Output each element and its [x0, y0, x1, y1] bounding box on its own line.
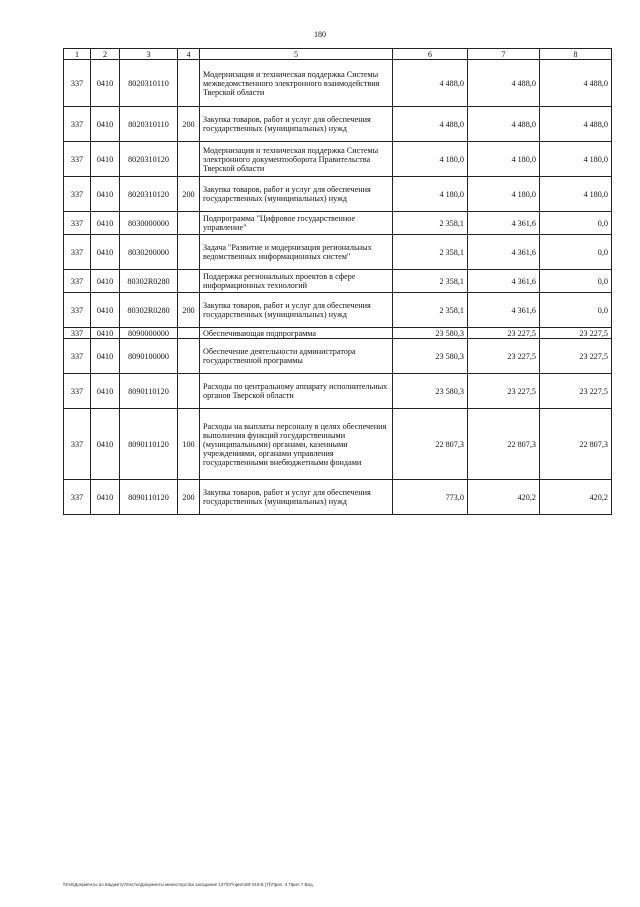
table-row — [64, 107, 612, 142]
amount-col6-cell: 22 807,3 — [393, 409, 468, 480]
expense-type-cell — [178, 212, 200, 235]
amount-col6-cell: 2 358,1 — [393, 212, 468, 235]
budget-table — [63, 48, 612, 515]
amount-col8-cell: 23 227,5 — [540, 339, 612, 374]
amount-col6-cell: 23 580,3 — [393, 328, 468, 339]
table-row — [64, 142, 612, 177]
section-code-cell: 0410 — [91, 328, 120, 339]
description-cell: Обеспечение деятельности администратора государственной программы — [200, 339, 393, 374]
amount-col7-cell: 4 361,6 — [468, 293, 540, 328]
section-code-cell: 0410 — [91, 235, 120, 270]
table-row — [64, 480, 612, 515]
target-article-cell: 8020310110 — [120, 107, 178, 142]
section-code-cell: 0410 — [91, 293, 120, 328]
column-header: 4 — [178, 49, 200, 60]
target-article-cell: 8020310110 — [120, 60, 178, 107]
amount-col7-cell: 22 807,3 — [468, 409, 540, 480]
target-article-cell: 80302R0280 — [120, 293, 178, 328]
target-article-cell: 8090000000 — [120, 328, 178, 339]
table-row — [64, 293, 612, 328]
amount-col6-cell: 4 180,0 — [393, 142, 468, 177]
expense-type-cell — [178, 60, 200, 107]
target-article-cell: 8020310120 — [120, 142, 178, 177]
amount-col8-cell: 4 180,0 — [540, 177, 612, 212]
section-code-cell: 0410 — [91, 107, 120, 142]
row-number-cell: 337 — [64, 374, 91, 409]
expense-type-cell — [178, 328, 200, 339]
column-header: 5 — [200, 49, 393, 60]
description-cell: Модернизация и техническая поддержка Системы электронного документооборота Правительства Тверской области — [200, 142, 393, 177]
amount-col7-cell: 23 227,5 — [468, 339, 540, 374]
column-header: 3 — [120, 49, 178, 60]
table-row — [64, 328, 612, 339]
row-number-cell: 337 — [64, 328, 91, 339]
row-number-cell: 337 — [64, 339, 91, 374]
amount-col8-cell: 4 180,0 — [540, 142, 612, 177]
amount-col8-cell: 4 488,0 — [540, 60, 612, 107]
column-header: 1 — [64, 49, 91, 60]
page-number: 180 — [314, 30, 326, 39]
table-row — [64, 270, 612, 293]
description-cell: Расходы по центральному аппарату исполнительных органов Тверской области — [200, 374, 393, 409]
description-cell: Задача "Развитие и модернизация региональных ведомственных информационных систем" — [200, 235, 393, 270]
expense-type-cell — [178, 270, 200, 293]
expense-type-cell — [178, 374, 200, 409]
amount-col7-cell: 4 361,6 — [468, 270, 540, 293]
section-code-cell: 0410 — [91, 60, 120, 107]
amount-col6-cell: 4 488,0 — [393, 60, 468, 107]
column-header: 7 — [468, 49, 540, 60]
column-header: 8 — [540, 49, 612, 60]
target-article-cell: 80302R0280 — [120, 270, 178, 293]
expense-type-cell: 100 — [178, 409, 200, 480]
expense-type-cell — [178, 235, 200, 270]
table-row — [64, 177, 612, 212]
table-row — [64, 212, 612, 235]
section-code-cell: 0410 — [91, 409, 120, 480]
description-cell: Поддержка региональных проектов в сфере информационных технологий — [200, 270, 393, 293]
target-article-cell: 8090100000 — [120, 339, 178, 374]
row-number-cell: 337 — [64, 177, 91, 212]
amount-col8-cell: 420,2 — [540, 480, 612, 515]
section-code-cell: 0410 — [91, 212, 120, 235]
table-row — [64, 374, 612, 409]
amount-col8-cell: 22 807,3 — [540, 409, 612, 480]
amount-col8-cell: 0,0 — [540, 270, 612, 293]
description-cell: Закупка товаров, работ и услуг для обеспечения государственных (муниципальных) нужд — [200, 480, 393, 515]
row-number-cell: 337 — [64, 235, 91, 270]
amount-col7-cell: 4 180,0 — [468, 177, 540, 212]
amount-col6-cell: 4 488,0 — [393, 107, 468, 142]
expense-type-cell — [178, 339, 200, 374]
table-row — [64, 60, 612, 107]
description-cell: Подпрограмма "Цифровое государственное управление" — [200, 212, 393, 235]
amount-col8-cell: 4 488,0 — [540, 107, 612, 142]
amount-col6-cell: 2 358,1 — [393, 270, 468, 293]
section-code-cell: 0410 — [91, 177, 120, 212]
target-article-cell: 8030000000 — [120, 212, 178, 235]
section-code-cell: 0410 — [91, 374, 120, 409]
column-header: 6 — [393, 49, 468, 60]
amount-col6-cell: 23 580,3 — [393, 374, 468, 409]
section-code-cell: 0410 — [91, 339, 120, 374]
section-code-cell: 0410 — [91, 480, 120, 515]
description-cell: Закупка товаров, работ и услуг для обеспечения государственных (муниципальных) нужд — [200, 107, 393, 142]
amount-col6-cell: 2 358,1 — [393, 293, 468, 328]
amount-col6-cell: 23 580,3 — [393, 339, 468, 374]
target-article-cell: 8090110120 — [120, 480, 178, 515]
amount-col8-cell: 23 227,5 — [540, 328, 612, 339]
target-article-cell: 8090110120 — [120, 409, 178, 480]
row-number-cell: 337 — [64, 270, 91, 293]
amount-col7-cell: 4 488,0 — [468, 60, 540, 107]
section-code-cell: 0410 — [91, 270, 120, 293]
amount-col6-cell: 4 180,0 — [393, 177, 468, 212]
description-cell: Закупка товаров, работ и услуг для обеспечения государственных (муниципальных) нужд — [200, 177, 393, 212]
table-row — [64, 409, 612, 480]
description-cell: Расходы на выплаты персоналу в целях обеспечения выполнения функций государственными (муниципальными) органами, казенными учреждениями, органами управления государственными внебюджетными фондами — [200, 409, 393, 480]
amount-col6-cell: 2 358,1 — [393, 235, 468, 270]
column-header: 2 — [91, 49, 120, 60]
amount-col7-cell: 420,2 — [468, 480, 540, 515]
amount-col8-cell: 23 227,5 — [540, 374, 612, 409]
amount-col8-cell: 0,0 — [540, 293, 612, 328]
section-code-cell: 0410 — [91, 142, 120, 177]
row-number-cell: 337 — [64, 409, 91, 480]
description-cell: Модернизация и техническая поддержка Системы межведомственного электронного взаимодействия Тверской области — [200, 60, 393, 107]
amount-col7-cell: 4 361,6 — [468, 212, 540, 235]
table-header-row — [64, 49, 612, 60]
amount-col7-cell: 23 227,5 — [468, 374, 540, 409]
description-cell: Закупка товаров, работ и услуг для обеспечения государственных (муниципальных) нужд — [200, 293, 393, 328]
row-number-cell: 337 — [64, 142, 91, 177]
amount-col7-cell: 4 488,0 — [468, 107, 540, 142]
row-number-cell: 337 — [64, 293, 91, 328]
expense-type-cell: 200 — [178, 480, 200, 515]
row-number-cell: 337 — [64, 60, 91, 107]
row-number-cell: 337 — [64, 212, 91, 235]
table-row — [64, 235, 612, 270]
target-article-cell: 8030200000 — [120, 235, 178, 270]
row-number-cell: 337 — [64, 480, 91, 515]
target-article-cell: 8020310120 — [120, 177, 178, 212]
expense-type-cell — [178, 142, 200, 177]
description-cell: Обеспечивающая подпрограмма — [200, 328, 393, 339]
amount-col8-cell: 0,0 — [540, 212, 612, 235]
expense-type-cell: 200 — [178, 177, 200, 212]
expense-type-cell: 200 — [178, 293, 200, 328]
amount-col8-cell: 0,0 — [540, 235, 612, 270]
table-row — [64, 339, 612, 374]
target-article-cell: 8090110120 — [120, 374, 178, 409]
amount-col7-cell: 4 361,6 — [468, 235, 540, 270]
row-number-cell: 337 — [64, 107, 91, 142]
amount-col7-cell: 4 180,0 — [468, 142, 540, 177]
file-path-footer: \\Fs6\Документы по Бюджету\Тексты\Документы министерства заседание 137\07\прил\ЗФ 919-8 (7)\Прил. 4 Прил 7 Вед. — [63, 882, 314, 887]
amount-col6-cell: 773,0 — [393, 480, 468, 515]
amount-col7-cell: 23 227,5 — [468, 328, 540, 339]
expense-type-cell: 200 — [178, 107, 200, 142]
